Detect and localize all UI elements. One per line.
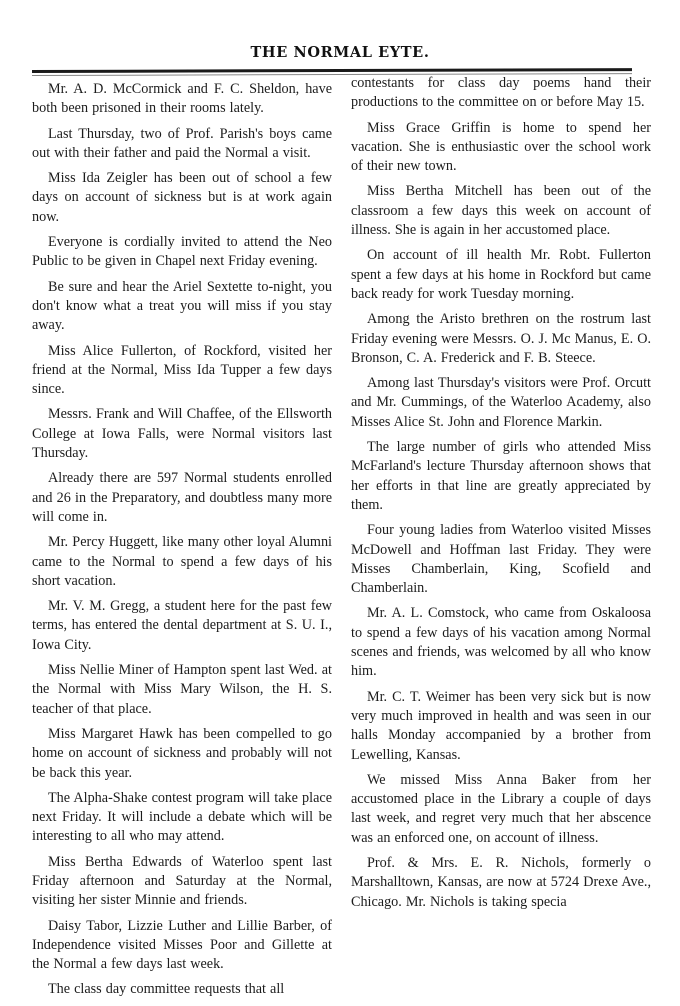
news-item: Four young ladies from Waterloo visited Misses McDowell and Hoffman last Friday. They were Misses Chamberlain, King, Scofield and Chamberlain. <box>351 522 651 597</box>
left-column <box>32 80 332 1006</box>
news-item: Already there are 597 Normal students enrolled and 26 in the Preparatory, and doubtless many more will come in. <box>32 470 332 525</box>
news-item: Mr. Percy Huggett, like many other loyal Alumni came to the Normal to spend a few days of his short vacation. <box>32 534 332 589</box>
news-item: Daisy Tabor, Lizzie Luther and Lillie Barber, of Independence visited Misses Poor and Gillette at the Normal a few days last week. <box>32 917 332 973</box>
news-item: Be sure and hear the Ariel Sextette to-night, you don't know what a treat you will miss if you stay away. <box>32 278 332 334</box>
news-item: Mr. V. M. Gregg, a student here for the past few terms, has entered the dental department at S. U. I., Iowa City. <box>32 598 332 653</box>
right-column <box>351 74 651 918</box>
news-item: We missed Miss Anna Baker from her accustomed place in the Library a couple of days last week, and regret very much that her abscence was an enforced one, on account of illness. <box>351 771 651 846</box>
news-item: The Alpha-Shake contest program will take place next Friday. It will include a debate which will be interesting to all who may attend. <box>32 789 332 845</box>
news-item: The large number of girls who attended Miss McFarland's lecture Thursday afternoon shows that her efforts in that line are greatly appreciated by them. <box>351 439 651 513</box>
news-item: On account of ill health Mr. Robt. Fullerton spent a few days at his home in Rockford but came back ready for work Tuesday morning. <box>351 247 651 302</box>
page-masthead: THE NORMAL EYTE. <box>250 44 430 61</box>
news-item: Mr. A. L. Comstock, who came from Oskaloosa to spend a few days of his vacation among Normal scenes and friends, was welcomed by all who know him. <box>351 605 651 680</box>
news-item: Miss Alice Fullerton, of Rockford, visited her friend at the Normal, Miss Ida Tupper a few days since. <box>32 342 332 398</box>
news-item: The class day committee requests that all <box>48 981 285 998</box>
news-item: Miss Bertha Mitchell has been out of the classroom a few days this week on account of illness. She is again in her accustomed place. <box>351 183 651 239</box>
news-item: Mr. A. D. McCormick and F. C. Sheldon, have both been prisoned in their rooms lately. <box>32 81 332 117</box>
news-item: Among last Thursday's visitors were Prof. Orcutt and Mr. Cummings, of the Waterloo Academy, also Misses Alice St. John and Florence Markin. <box>351 375 651 430</box>
news-item-continued: contestants for class day poems hand their productions to the committee on or before May 15. <box>351 75 651 111</box>
news-item: Mr. C. T. Weimer has been very sick but is now very much improved in health and was seen in our halls Monday accompanied by a brother from Lewelling, Kansas. <box>351 688 651 763</box>
news-item: Miss Nellie Miner of Hampton spent last Wed. at the Normal with Miss Mary Wilson, the H. S. teacher of that place. <box>32 662 332 717</box>
header-rule <box>32 68 632 73</box>
news-item: Among the Aristo brethren on the rostrum last Friday evening were Messrs. O. J. Mc Manus, E. O. Bronson, C. A. Frederick and F. B. Steece. <box>351 311 651 366</box>
news-item: Miss Bertha Edwards of Waterloo spent last Friday afternoon and Saturday at the Normal, visiting her sister Minnie and friends. <box>32 853 332 909</box>
news-item: Last Thursday, two of Prof. Parish's boys came out with their father and paid the Normal a visit. <box>32 125 332 161</box>
news-item: Prof. & Mrs. E. R. Nichols, formerly o Marshalltown, Kansas, are now at 5724 Drexe Ave., Chicago. Mr. Nichols is taking specia <box>351 854 651 910</box>
news-item: Miss Margaret Hawk has been compelled to go home on account of sickness and probably will not be back this year. <box>32 725 332 781</box>
news-item: Messrs. Frank and Will Chaffee, of the Ellsworth College at Iowa Falls, were Normal visitors last Thursday. <box>32 406 332 462</box>
news-item: Miss Ida Zeigler has been out of school a few days on account of sickness but is at work again now. <box>32 170 332 225</box>
news-item: Miss Grace Griffin is home to spend her vacation. She is enthusiastic over the school work of their new town. <box>351 119 651 175</box>
news-item: Everyone is cordially invited to attend the Neo Public to be given in Chapel next Friday evening. <box>32 234 332 270</box>
